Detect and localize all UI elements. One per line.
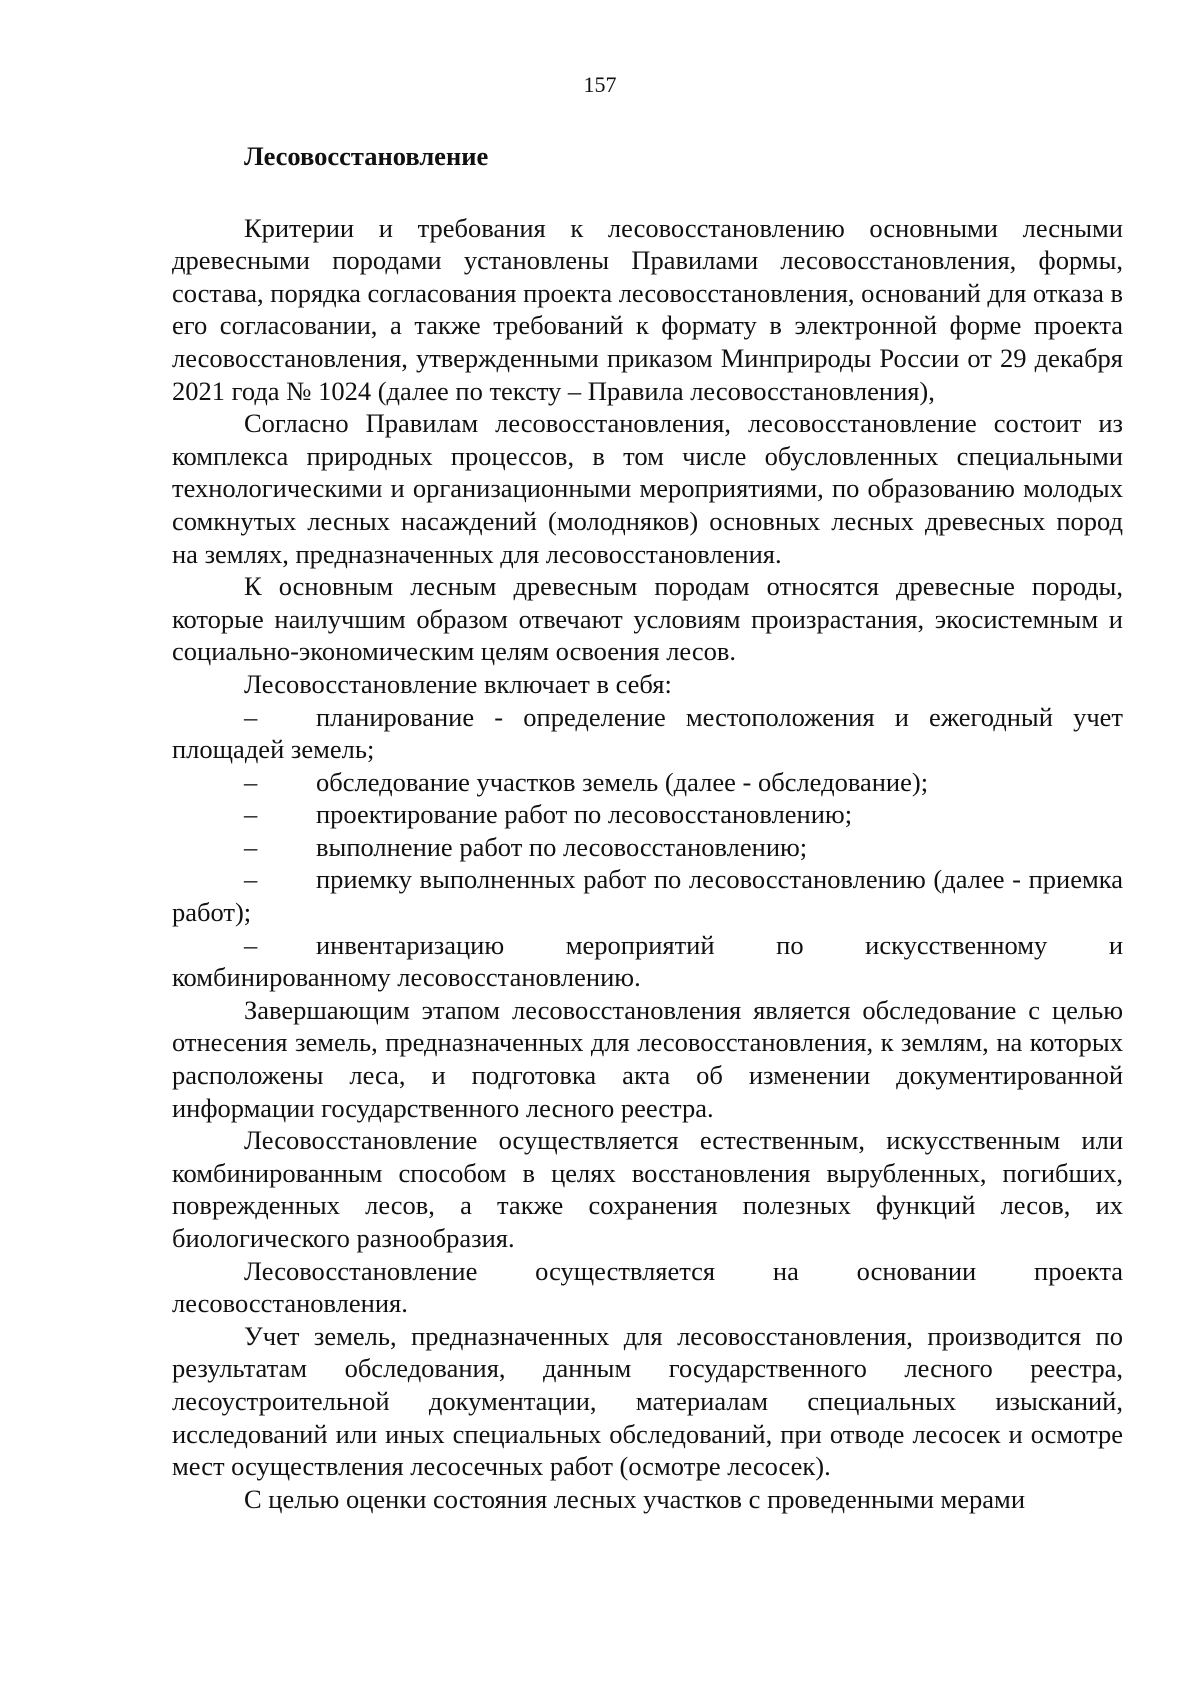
list-dash: – [244, 831, 258, 862]
list-item-text: планирование - определение местоположения и ежегодный учет площадей земель; [172, 701, 1123, 765]
list-item [172, 863, 1123, 928]
list-item-text: приемку выполненных работ по лесовосстановлению (далее - приемка работ); [172, 864, 1123, 928]
list-item [172, 766, 1123, 799]
list-item-text: инвентаризацию мероприятий по искусственному и комбинированному лесовосстановлению. [172, 929, 1123, 993]
paragraph: К основным лесным древесным породам относятся древесные породы, которые наилучшим образом отвечают условиям произрастания, экосистемным и социально-экономическим целям освоения лесов. [172, 571, 1123, 667]
list-dash: – [244, 864, 258, 895]
paragraph: Критерии и требования к лесовосстановлению основными лесными древесными породами установлены Правилами лесовосстановления, формы, состава, порядка согласования проекта лесовосстановления, оснований для отказа в его согласовании, а также требований к формату в электронной форме проекта лесовосстановления, утвержденными приказом Минприроды России от 29 декабря 2021 года № 1024 (далее по тексту – Правила лесовосстановления), [172, 212, 1123, 406]
list-item [172, 701, 1123, 766]
list-item [172, 831, 1123, 864]
document-body [172, 140, 1123, 1515]
list-dash: – [244, 701, 258, 732]
page-number: 157 [583, 72, 617, 97]
paragraph: Согласно Правилам лесовосстановления, лесовосстановление состоит из комплекса природных процессов, в том числе обусловленных специальными технологическими и организационными мероприятиями, по образованию молодых сомкнутых лесных насаждений (молодняков) основных лесных древесных пород на землях, предназначенных для лесовосстановления. [172, 408, 1123, 569]
list-dash: – [244, 799, 258, 830]
paragraph: Лесовосстановление включает в себя: [244, 668, 672, 699]
paragraph: Лесовосстановление осуществляется на основании проекта лесовосстановления. [172, 1255, 1123, 1319]
paragraph: Учет земель, предназначенных для лесовосстановления, производится по результатам обследования, данным государственного лесного реестра, лесоустроительной документации, материалам специальных изысканий, исследований или иных специальных обследований, при отводе лесосек и осмотре мест осуществления лесосечных работ (осмотре лесосек). [172, 1320, 1123, 1482]
list-item-text: выполнение работ по лесовосстановлению; [316, 831, 808, 862]
paragraph: Лесовосстановление осуществляется естественным, искусственным или комбинированным способом в целях восстановления вырубленных, погибших, поврежденных лесов, а также сохранения полезных функций лесов, их биологического разнообразия. [172, 1125, 1123, 1253]
list-dash: – [244, 929, 258, 960]
list-item-text: проектирование работ по лесовосстановлению; [316, 799, 853, 830]
list-item [172, 929, 1123, 994]
list-item-text: обследование участков земель (далее - обследование); [316, 766, 929, 797]
list-item [172, 798, 1123, 831]
list-dash: – [244, 766, 258, 797]
section-heading: Лесовосстановление [244, 141, 489, 171]
paragraph: Завершающим этапом лесовосстановления является обследование с целью отнесения земель, предназначенных для лесовосстановления, к землям, на которых расположены леса, и подготовка акта об изменении документированной информации государственного лесного реестра. [172, 994, 1123, 1123]
paragraph: С целью оценки состояния лесных участков с проведенными мерами [244, 1483, 1025, 1514]
